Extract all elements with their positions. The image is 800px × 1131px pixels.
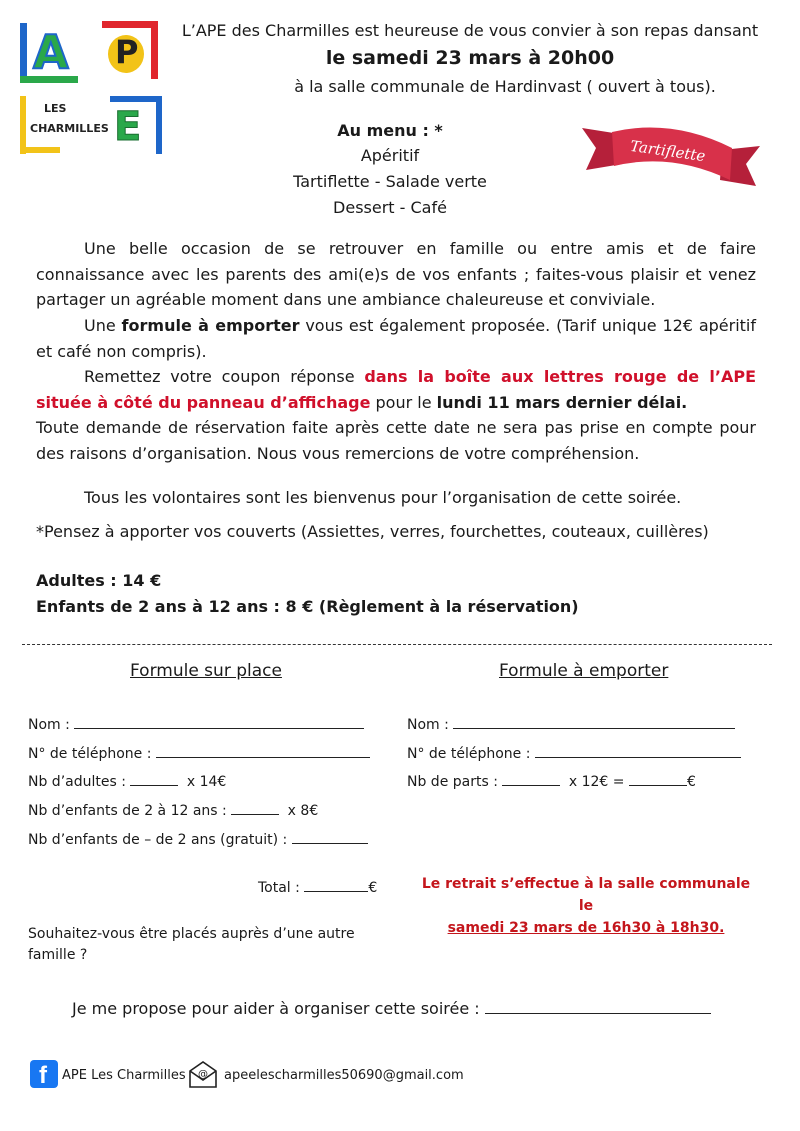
logo-tile-a xyxy=(20,23,78,83)
takeaway-name-field[interactable] xyxy=(453,716,735,729)
header-date: le samedi 23 mars à 20h00 xyxy=(325,47,615,69)
onsite-adults-row xyxy=(28,773,226,790)
takeaway-text-end: vous est également proposée. (Tarif unique 12€ apéritif et café non compris). xyxy=(36,316,757,361)
facebook-icon[interactable]: f xyxy=(30,1060,58,1088)
header-line-1: L’APE des Charmilles est heureuse de vous convier à son repas dansant xyxy=(181,21,759,40)
form-onsite-heading: Formule sur place xyxy=(130,661,282,681)
menu-item: Dessert - Café xyxy=(333,198,447,217)
logo-caption-charmilles: CHARMILLES xyxy=(30,122,109,135)
coupon-paragraph xyxy=(36,364,756,415)
volunteer-field[interactable] xyxy=(485,999,711,1014)
pickup-notice-line1: Le retrait s’effectue à la salle communale le xyxy=(421,876,751,914)
ribbon-label: Tartiflette xyxy=(629,136,707,166)
logo-caption xyxy=(20,96,109,154)
takeaway-text: Une xyxy=(84,316,122,335)
takeaway-parts-unit: € xyxy=(686,774,696,790)
takeaway-parts-price: x 12€ = xyxy=(568,774,625,790)
cutlery-note: *Pensez à apporter vos couverts (Assiettes, verres, fourchettes, couteaux, cuillères) xyxy=(36,522,709,541)
onsite-name-label: Nom : xyxy=(28,717,70,733)
takeaway-parts-total-field[interactable] xyxy=(629,773,687,786)
facebook-page-name[interactable]: APE Les Charmilles xyxy=(62,1068,186,1083)
takeaway-phone-field[interactable] xyxy=(535,745,741,758)
onsite-family-question xyxy=(28,924,368,966)
ape-logo xyxy=(18,18,168,163)
volunteers-paragraph: Tous les volontaires sont les bienvenus pour l’organisation de cette soirée. xyxy=(84,488,682,507)
cut-line xyxy=(22,644,772,645)
menu-item: Tartiflette - Salade verte xyxy=(293,172,487,191)
takeaway-phone-label: N° de téléphone : xyxy=(407,746,531,762)
onsite-phone-field[interactable] xyxy=(156,745,370,758)
coupon-deadline: lundi 11 mars dernier délai. xyxy=(436,392,688,412)
logo-tile-e xyxy=(110,96,162,154)
takeaway-name-row xyxy=(407,716,735,733)
onsite-under2-field[interactable] xyxy=(292,831,368,844)
menu-item: Apéritif xyxy=(360,146,420,165)
svg-text:@: @ xyxy=(198,1069,208,1080)
logo-letter-a: A xyxy=(33,25,69,79)
email-icon xyxy=(188,1059,218,1089)
takeaway-parts-field[interactable] xyxy=(502,773,560,786)
takeaway-parts-row xyxy=(407,773,696,790)
onsite-children-price: x 8€ xyxy=(287,803,319,819)
takeaway-highlight: formule à emporter xyxy=(121,316,300,335)
pickup-notice-line2: samedi 23 mars de 16h30 à 18h30. xyxy=(447,920,725,936)
onsite-adults-price: x 14€ xyxy=(186,774,227,790)
logo-letter-p: P xyxy=(115,33,139,71)
envelope-at-icon xyxy=(188,1059,218,1089)
onsite-total-unit: € xyxy=(368,880,378,896)
onsite-total-label: Total : xyxy=(258,880,300,896)
onsite-phone-label: N° de téléphone : xyxy=(28,746,152,762)
logo-letter-e: E xyxy=(114,104,142,150)
takeaway-parts-label: Nb de parts : xyxy=(407,774,498,790)
onsite-name-row xyxy=(28,716,364,733)
onsite-children-row xyxy=(28,802,318,819)
onsite-phone-row xyxy=(28,745,370,762)
reservation-paragraph: Toute demande de réservation faite après cette date ne sera pas prise en compte pour des raisons d’organisation. Nous vous remercions de votre compréhension. xyxy=(36,418,756,463)
coupon-location: dans la boîte aux lettres rouge de l’APE située à côté du panneau d’affichage xyxy=(36,367,756,412)
logo-caption-les: LES xyxy=(44,102,67,115)
takeaway-phone-row xyxy=(407,745,741,762)
takeaway-paragraph xyxy=(36,313,756,364)
price-children: Enfants de 2 ans à 12 ans : 8 € (Règlement à la réservation) xyxy=(36,597,579,616)
menu-title: Au menu : * xyxy=(337,121,443,140)
intro-text: Une belle occasion de se retrouver en famille ou entre amis et de faire connaissance avec les parents des ami(e)s de vos enfants ; faites-vous plaisir et venez partager un agréable moment dans une ambiance chaleureuse et conviviale. xyxy=(36,239,756,309)
coupon-text-mid: pour le xyxy=(370,392,437,412)
volunteer-row xyxy=(72,999,711,1018)
tartiflette-ribbon xyxy=(582,120,760,192)
takeaway-name-label: Nom : xyxy=(407,717,449,733)
price-adults: Adultes : 14 € xyxy=(36,571,162,590)
onsite-name-field[interactable] xyxy=(74,716,364,729)
form-takeaway-heading: Formule à emporter xyxy=(499,661,669,681)
onsite-total-field[interactable] xyxy=(304,879,368,892)
onsite-children-field[interactable] xyxy=(231,802,279,815)
onsite-under2-row xyxy=(28,831,368,848)
onsite-adults-field[interactable] xyxy=(130,773,178,786)
onsite-children-label: Nb d’enfants de 2 à 12 ans : xyxy=(28,803,227,819)
onsite-under2-label: Nb d’enfants de – de 2 ans (gratuit) : xyxy=(28,832,288,848)
onsite-total-row xyxy=(258,879,377,896)
coupon-text: Remettez votre coupon réponse xyxy=(84,367,365,386)
pickup-notice xyxy=(416,873,756,939)
header-location: à la salle communale de Hardinvast ( ouvert à tous). xyxy=(294,77,716,96)
onsite-family-question-text: Souhaitez-vous être placés auprès d’une autre famille ? xyxy=(28,926,355,963)
email-address[interactable]: apeelescharmilles50690@gmail.com xyxy=(224,1068,464,1083)
volunteer-label: Je me propose pour aider à organiser cette soirée : xyxy=(72,999,480,1018)
logo-tile-p xyxy=(102,21,158,79)
intro-paragraph xyxy=(36,236,756,313)
onsite-adults-label: Nb d’adultes : xyxy=(28,774,126,790)
